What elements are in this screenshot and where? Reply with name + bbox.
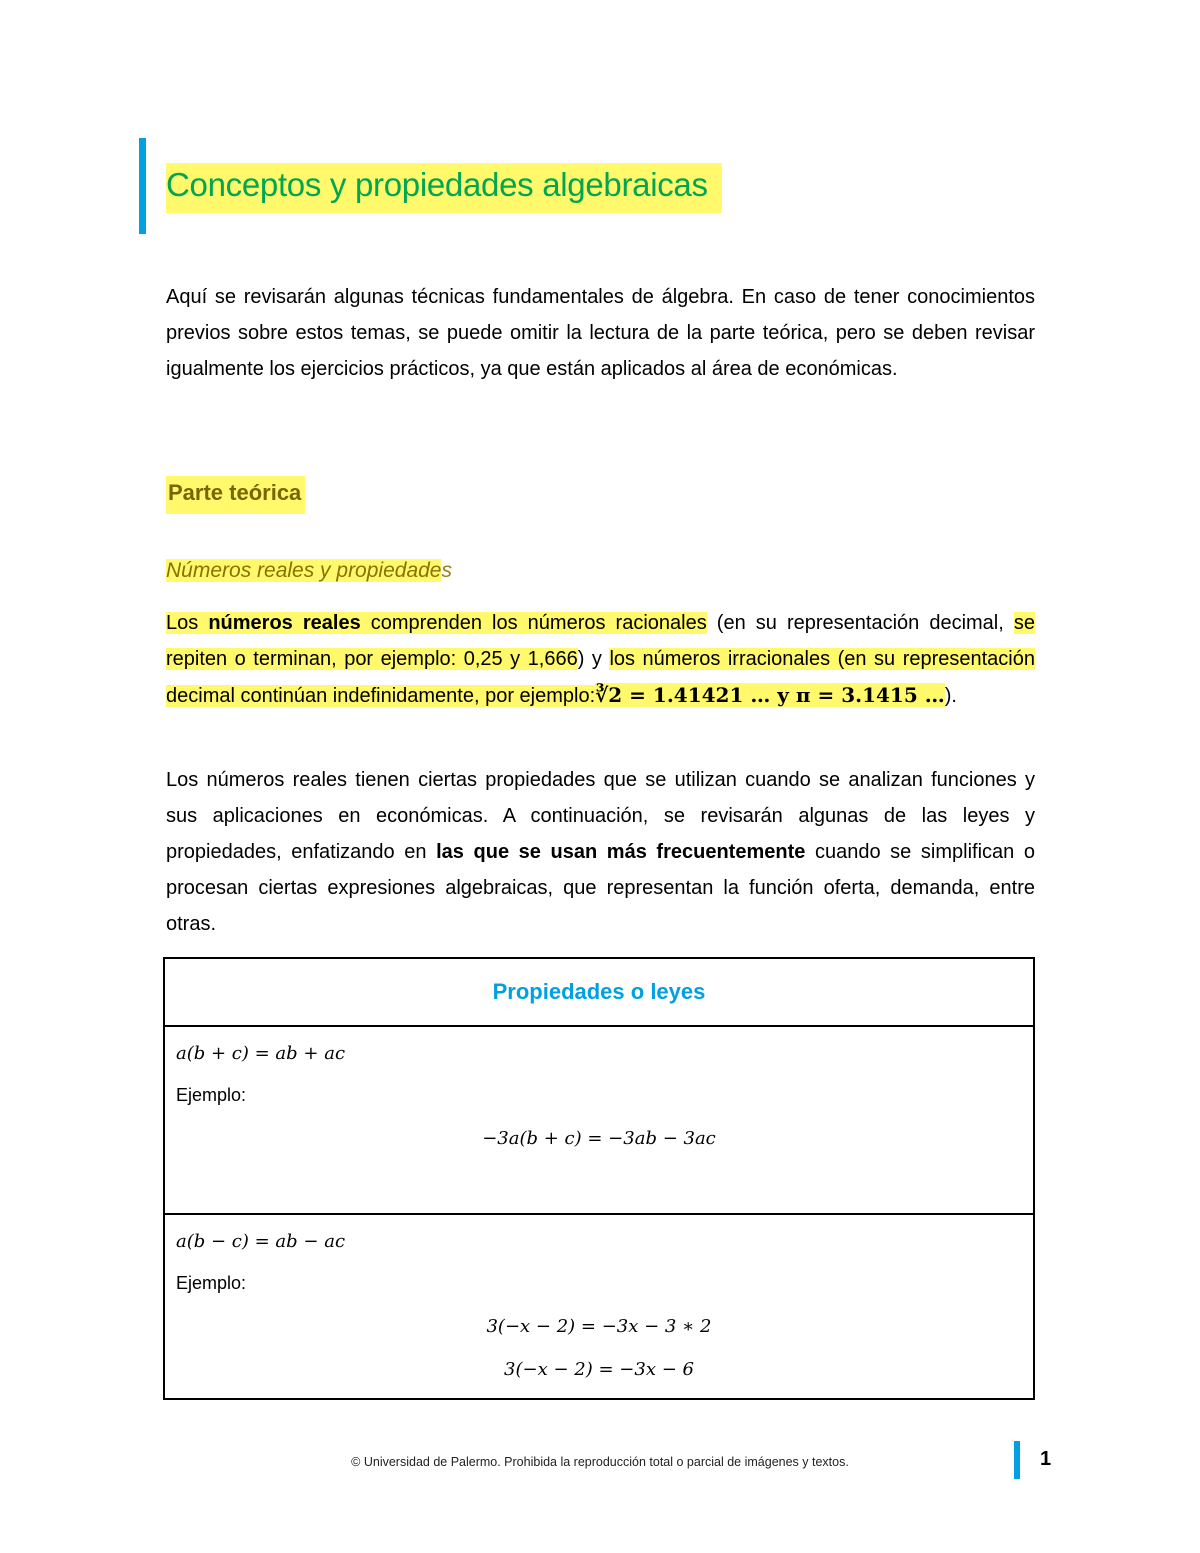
reals-text-5: ). — [944, 685, 957, 707]
subsection-title-main: Números reales y propiedade — [166, 559, 442, 582]
table-header: Propiedades o leyes — [165, 959, 1033, 1027]
subsection-title — [166, 556, 452, 586]
reals-irrational-formula: ∛2 = 1.41421 … y π = 3.1415 … — [595, 683, 945, 707]
properties-paragraph — [166, 762, 1035, 942]
page-title: Conceptos y propiedades algebraicas — [166, 163, 722, 213]
intro-paragraph: Aquí se revisarán algunas técnicas fundamentales de álgebra. En caso de tener conocimientos previos sobre estos temas, se puede omitir la lectura de la parte teórica, pero se deben revisar igualmente los ejercicios prácticos, ya que están aplicados al área de económicas. — [166, 286, 1035, 380]
reals-irrational-text: los números irracionales (en su representación decimal continúan indefinidamente, por ejemplo: — [166, 648, 1035, 707]
page-number: 1 — [1040, 1448, 1052, 1470]
example-formula: −3a(b + c) = −3ab − 3ac — [482, 1128, 716, 1149]
title-accent-bar — [139, 138, 146, 234]
law-formula: a(b + c) = ab + ac — [176, 1043, 346, 1064]
section-title: Parte teórica — [166, 476, 305, 514]
reals-text-3: (en su representación decimal, — [706, 612, 1014, 634]
reals-text-1: Los — [166, 612, 209, 634]
subsection-title-tail: s — [441, 559, 452, 582]
properties-table — [163, 957, 1035, 1400]
reals-rational-examples: se repiten o terminan, por ejemplo: 0,25 y 1,666 — [166, 612, 1036, 670]
reals-text-4: ) y — [577, 648, 610, 670]
props-bold-emphasis: las que se usan más frecuentemente — [436, 841, 806, 863]
example-formula: 3(−x − 2) = −3x − 3 ∗ 2 — [486, 1316, 712, 1337]
props-text-1: Los números reales tienen ciertas propiedades que se utilizan cuando se analizan funciones y sus aplicaciones en económicas. A continuación, se revisarán algunas de las leyes y propiedades, enfatizando en — [166, 769, 1035, 863]
real-numbers-paragraph — [166, 605, 1035, 714]
reals-bold-term: números reales — [208, 612, 361, 634]
table-row — [165, 1215, 1033, 1396]
example-label: Ejemplo: — [176, 1085, 247, 1105]
footer-copyright: © Universidad de Palermo. Prohibida la reproducción total o parcial de imágenes y textos. — [351, 1455, 849, 1469]
props-text-2: cuando se simplifican o procesan ciertas expresiones algebraicas, que representan la función oferta, demanda, entre otras. — [166, 841, 1035, 935]
footer-accent-bar — [1014, 1441, 1020, 1479]
table-row — [165, 1027, 1033, 1215]
law-formula: a(b − c) = ab − ac — [176, 1231, 346, 1252]
example-formula: 3(−x − 2) = −3x − 6 — [504, 1359, 694, 1380]
example-label: Ejemplo: — [176, 1273, 247, 1293]
reals-text-2: comprenden los números racionales — [360, 612, 707, 634]
